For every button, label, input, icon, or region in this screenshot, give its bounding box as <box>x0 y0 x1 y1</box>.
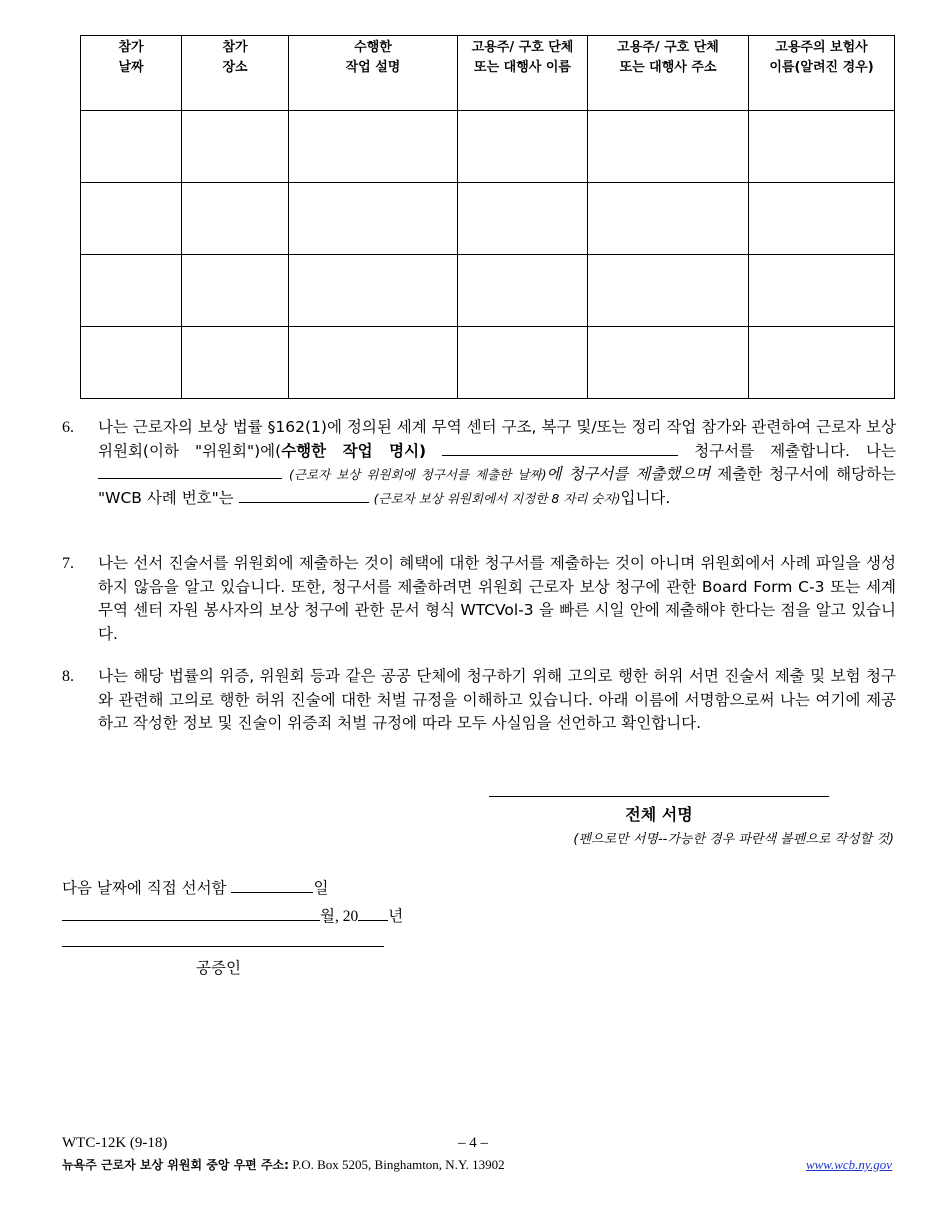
form-id: WTC-12K (9-18) <box>62 1135 168 1151</box>
header-employer-name: 고용주/ 구호 단체 또는 대행사 이름 <box>458 36 588 111</box>
table-cell[interactable] <box>182 327 289 399</box>
sworn-day-field[interactable] <box>231 877 313 893</box>
work-performed-label: 수행한 작업 명시) <box>281 441 427 460</box>
sworn-date-line: 다음 날짜에 직접 선서함 일 <box>62 879 329 897</box>
item-8-number: 8. <box>62 668 74 685</box>
signature-label: 전체 서명 <box>625 805 693 824</box>
table-cell[interactable] <box>182 111 289 183</box>
sworn-year-field[interactable] <box>358 905 388 921</box>
website-link[interactable]: www.wcb.ny.gov <box>805 1157 892 1172</box>
table-cell[interactable] <box>289 327 458 399</box>
sworn-month-line: 월, 20 년 <box>62 904 403 926</box>
table-cell[interactable] <box>289 255 458 327</box>
table-cell[interactable] <box>458 111 588 183</box>
work-performed-field[interactable] <box>442 440 678 456</box>
item-8 <box>62 665 896 736</box>
item-6-number: 6. <box>62 419 74 436</box>
table-header-row <box>81 36 895 111</box>
table-row <box>81 327 895 399</box>
signature-line[interactable] <box>489 796 829 797</box>
table-cell[interactable] <box>588 255 749 327</box>
table-cell[interactable] <box>588 327 749 399</box>
header-date: 참가 날짜 <box>81 36 182 111</box>
table-cell[interactable] <box>588 111 749 183</box>
item-8-text: 나는 해당 법률의 위증, 위원회 등과 같은 공공 단체에 청구하기 위해 고의로 행한 허위 서면 진술서 제출 및 보험 청구와 관련해 고의로 행한 허위 진술에 대한 처벌 규정을 이해하고 있습니다. 아래 이름에 서명함으로써 나는 여기에 제공하고 작성한 정보 및 진술이 위증죄 처벌 규정에 따라 모두 사실임을 선언하고 확인합니다. <box>98 667 896 732</box>
table-cell[interactable] <box>289 111 458 183</box>
table-cell[interactable] <box>81 111 182 183</box>
table-cell[interactable] <box>749 327 895 399</box>
item-6-text: 나는 근로자의 보상 법률 §162(1)에 정의된 세계 무역 센터 구조, 복구 및/또는 정리 작업 참가와 관련하여 근로자 보상 위원회(이하 "위원회")에(수행한 작업 명시) 청구서를 제출합니다. 나는 (근로자 보상 위원회에 청구서를 제출한 날짜)에 청구서를 제출했으며 제출한 청구서에 해당하는 "WCB 사례 번호"는 (근로자 보상 위원회에서 지정한 8 자리 숫자)입니다. <box>98 418 896 507</box>
table-cell[interactable] <box>289 183 458 255</box>
table-cell[interactable] <box>588 183 749 255</box>
claim-filed-date-field[interactable] <box>98 463 282 479</box>
notary-label: 공증인 <box>196 959 241 977</box>
table-row <box>81 183 895 255</box>
table-cell[interactable] <box>458 327 588 399</box>
table-row <box>81 255 895 327</box>
table-cell[interactable] <box>458 183 588 255</box>
header-insurer-name: 고용주의 보험사 이름(알려진 경우) <box>749 36 895 111</box>
table-row <box>81 111 895 183</box>
item-6 <box>62 416 896 510</box>
header-employer-address: 고용주/ 구호 단체 또는 대행사 주소 <box>588 36 749 111</box>
table-cell[interactable] <box>81 183 182 255</box>
wcb-case-number-field[interactable] <box>239 487 369 503</box>
table-cell[interactable] <box>182 255 289 327</box>
sworn-month-field[interactable] <box>62 905 320 921</box>
participation-table <box>80 35 895 399</box>
table-cell[interactable] <box>749 111 895 183</box>
item-7-text: 나는 선서 진술서를 위원회에 제출하는 것이 혜택에 대한 청구서를 제출하는 것이 아니며 위원회에서 사례 파일을 생성하지 않음을 알고 있습니다. 또한, 청구서를 제출하려면 위원회 근로자 보상 청구에 관한 Board Form C-3 또는 세계 무역 센터 자원 봉사자의 보상 청구에 관한 문서 형식 WTCVol-3 을 빠른 시일 안에 제출해야 한다는 점을 알고 있습니다. <box>98 554 896 643</box>
signature-note: (펜으로만 서명--가능한 경우 파란색 볼펜으로 작성할 것) <box>573 832 894 847</box>
table-cell[interactable] <box>81 255 182 327</box>
notary-signature-line[interactable] <box>62 946 384 947</box>
table-cell[interactable] <box>749 255 895 327</box>
header-work-description: 수행한 작업 설명 <box>289 36 458 111</box>
item-7-number: 7. <box>62 555 74 572</box>
mailing-address: 뉴욕주 근로자 보상 위원회 중앙 우편 주소: P.O. Box 5205, Binghamton, N.Y. 13902 <box>62 1157 505 1172</box>
page-number: – 4 – <box>458 1135 488 1151</box>
table-cell[interactable] <box>749 183 895 255</box>
header-location: 참가 장소 <box>182 36 289 111</box>
item-7 <box>62 552 896 646</box>
table-cell[interactable] <box>81 327 182 399</box>
table-cell[interactable] <box>182 183 289 255</box>
table-cell[interactable] <box>458 255 588 327</box>
